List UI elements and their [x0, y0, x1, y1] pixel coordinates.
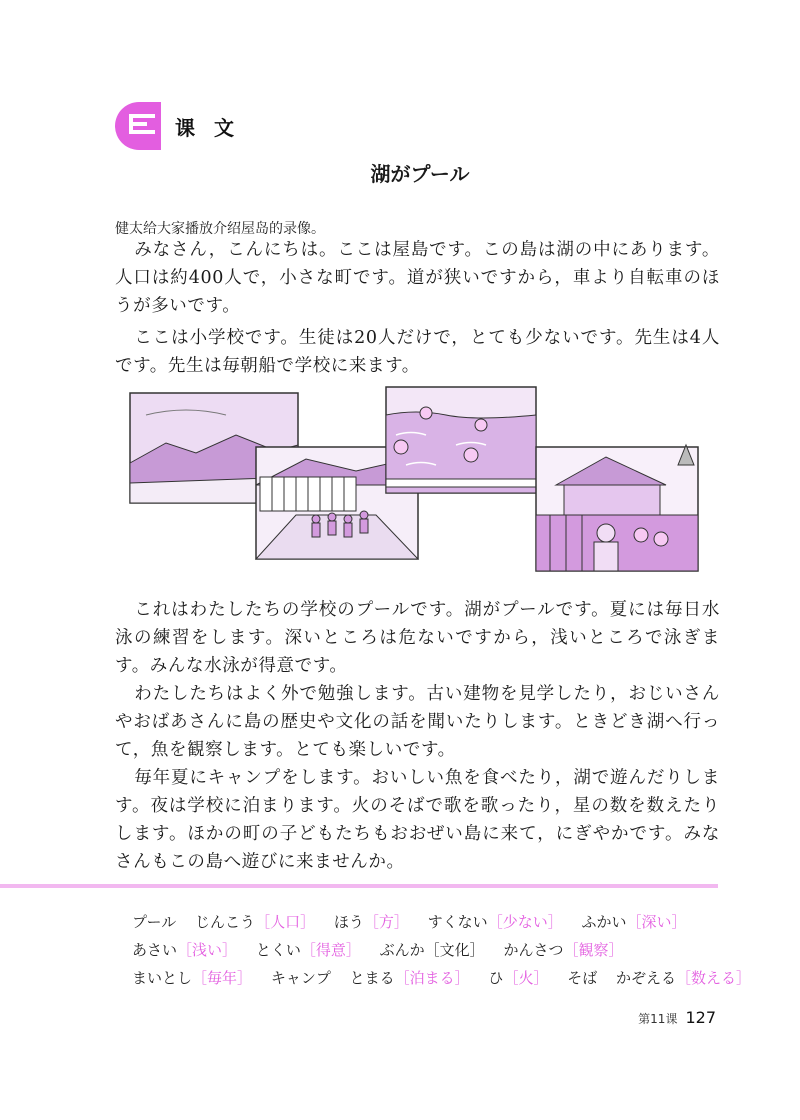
vocabulary-row — [132, 964, 752, 992]
paragraph-1: みなさん，こんにちは。ここは屋島です。この島は湖の中にあります。人口は約400人で，小さな町です。道が狭いですから，車より自転車のほうが多いです。 — [115, 240, 720, 316]
vocab-item: そば — [567, 969, 598, 987]
vocab-item: ぶんか［文化］ — [379, 941, 485, 959]
vocab-item: かんさつ［観察］ — [503, 941, 624, 959]
vocab-item: ほう［方］ — [333, 913, 409, 931]
section-divider — [0, 884, 718, 888]
vocab-item: かぞえる［数える］ — [616, 969, 752, 987]
vocab-item: プール — [132, 913, 177, 931]
vocab-item: キャンプ — [270, 969, 331, 987]
vocab-item: まいとし［毎年］ — [132, 969, 253, 987]
paragraph-4: わたしたちはよく外で勉強します。古い建物を見学したり，おじいさんやおばあさんに島の歴史や文化の話を聞いたりします。ときどき湖へ行って，魚を観察します。とても楽しいです。 — [115, 684, 720, 760]
vocabulary-row — [132, 936, 722, 964]
village-panel — [536, 445, 698, 571]
intro-note: 健太给大家播放介绍屋岛的录像。 — [115, 221, 325, 237]
vocab-item: すくない［少ない］ — [427, 913, 563, 931]
lesson-illustration — [126, 385, 701, 580]
paragraph-2: ここは小学校です。生徒は20人だけで，とても少ないです。先生は4人です。先生は毎朝船で学校に来ます。 — [115, 328, 720, 376]
vocab-item: ふかい［深い］ — [581, 913, 687, 931]
lesson-label: 第11课 — [638, 1012, 678, 1026]
page-number: 127 — [685, 1008, 716, 1027]
vocab-item: じんこう［人口］ — [195, 913, 316, 931]
vocab-item: とくい［得意］ — [255, 941, 361, 959]
paragraph-3: これはわたしたちの学校のプールです。湖がプールです。夏には毎日水泳の練習をします。深いところは危ないですから，浅いところで泳ぎます。みんな水泳が得意です。 — [115, 600, 720, 676]
section-header — [115, 98, 240, 154]
swimming-panel — [386, 387, 536, 493]
vocab-item: とまる［泊まる］ — [349, 969, 470, 987]
page-footer — [638, 1008, 716, 1027]
vocab-item: あさい［浅い］ — [132, 941, 238, 959]
paragraph-5: 毎年夏にキャンプをします。おいしい魚を食べたり，湖で遊んだりします。夜は学校に泊まります。火のそばで歌を歌ったり，星の数を数えたりします。ほかの町の子どもたちもおおぜい島に来て，にぎやかです。みなさんもこの島へ遊びに来ませんか。 — [115, 768, 720, 872]
lesson-text-icon — [115, 100, 163, 152]
vocab-item: ひ［火］ — [488, 969, 549, 987]
vocabulary-list — [132, 908, 752, 992]
vocabulary-row — [132, 908, 722, 936]
section-title: 课 文 — [175, 115, 240, 140]
lesson-title: 湖がプール — [370, 162, 470, 186]
